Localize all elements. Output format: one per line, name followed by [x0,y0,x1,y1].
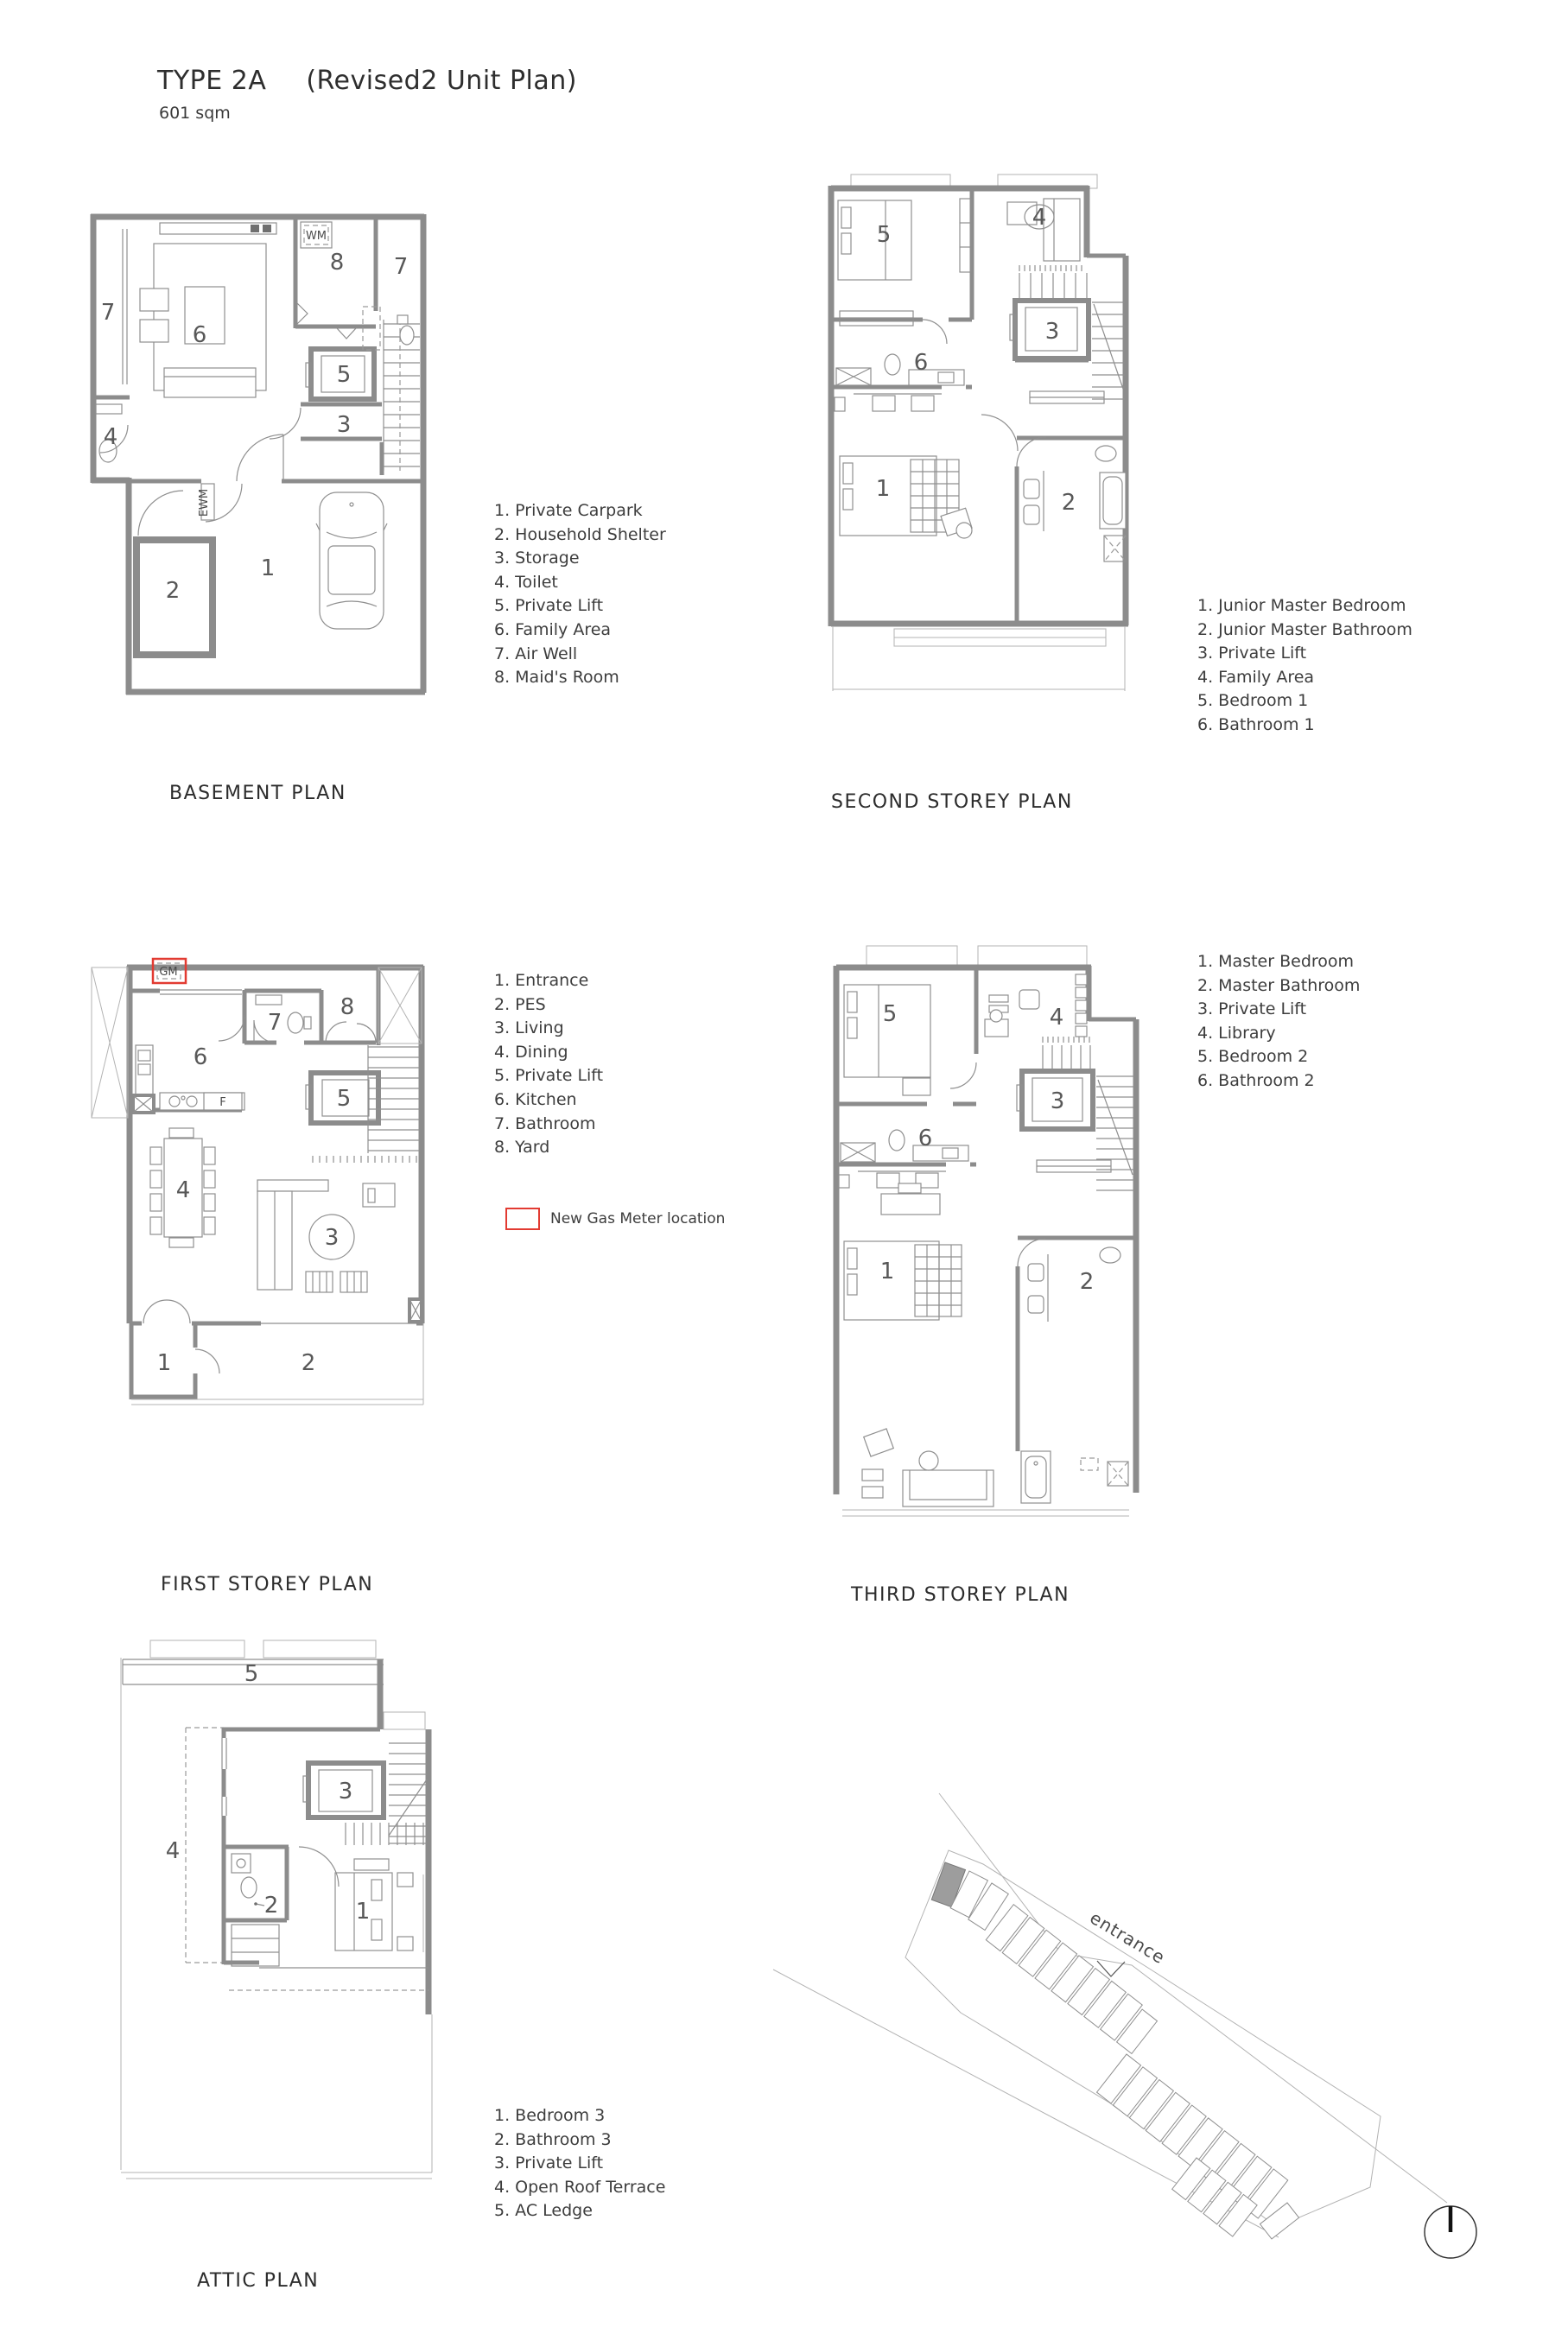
legend-item: 4. Library [1197,1023,1276,1043]
unit-area-label: 601 sqm [159,104,231,123]
legend-item: 6. Bathroom 1 [1197,714,1315,734]
third-master-bathroom-fixtures [1018,1239,1128,1503]
legend-item: 4. Family Area [1197,667,1315,687]
legend-item: 3. Storage [494,549,580,568]
second-jr-bedroom-furniture [840,415,1018,538]
room-number-yard: 8 [340,994,355,1020]
room-number-bathroom3: 2 [263,1893,279,1919]
site-plan [760,1754,1451,2237]
first-planter-left [92,967,128,1118]
room-number-dining: 4 [175,1177,191,1203]
room-number-entrance: 1 [156,1350,172,1376]
legend-second [1197,594,1412,738]
revision-label: (Revised2 Unit Plan) [306,66,577,96]
legend-item: 2. PES [494,994,546,1014]
car-icon [316,492,387,629]
third-sitting-furniture [862,1429,993,1507]
legend-item: 6. Bathroom 2 [1197,1070,1315,1090]
room-number-shelter: 2 [165,578,181,604]
first-entrance-doors [143,1300,219,1373]
room-number-bathroom2: 6 [917,1126,933,1151]
room-number-storage: 3 [336,412,352,438]
third-master-bedroom-furniture [844,1183,962,1320]
first-pes-boundary [131,1299,423,1405]
legend-item: 1. Bedroom 3 [494,2106,606,2125]
attic-room-numbers [166,1661,371,1925]
room-number-bathroom: 7 [267,1010,282,1036]
site-roads [773,1793,1447,2237]
room-number-airwell-left: 7 [100,300,116,326]
legend-item: 5. AC Ledge [494,2201,593,2221]
room-number-family: 6 [192,322,207,348]
room-number-toilet: 4 [103,424,118,450]
legend-item: 7. Air Well [494,644,578,663]
room-number-bedroom1: 5 [876,222,892,248]
legend-item: 1. Entrance [494,971,589,990]
first-yard-doors [326,1022,376,1043]
legend-item: 2. Master Bathroom [1197,975,1361,995]
second-bedroom1-furniture [838,199,971,326]
legend-item: 3. Private Lift [1197,999,1307,1019]
room-number-family: 4 [1032,205,1047,231]
room-number-lift: 3 [1044,319,1060,345]
legend-item: 1. Private Carpark [494,501,643,520]
third-storey-floor-plan [816,933,1153,1529]
room-number-pes: 2 [301,1350,316,1376]
room-number-maid: 8 [329,250,345,276]
entrance-callout [1086,1907,1169,1969]
legend-third [1197,950,1360,1094]
legend-item: 1. Junior Master Bedroom [1197,596,1406,615]
legend-item: 3. Private Lift [494,2154,604,2173]
basement-floor-plan [78,199,449,695]
legend-item: 4. Open Roof Terrace [494,2177,666,2197]
third-library-furniture [985,974,1087,1037]
legend-item: 1. Master Bedroom [1197,952,1355,971]
second-balcony [833,626,1125,691]
attic-bedroom3-furniture [335,1859,423,1952]
second-bathroom1-fixtures [836,320,964,385]
gas-meter-icon [153,959,186,983]
basement-family-furniture [140,223,276,397]
first-airwell-topright [378,967,422,1043]
room-number-carpark: 1 [260,555,276,581]
third-bedroom2-furniture [844,985,976,1095]
entrance-label: entrance [1086,1906,1170,1969]
room-number-lift: 3 [1050,1088,1065,1114]
legend-first [494,969,603,1160]
legend-item: 5. Bedroom 1 [1197,691,1309,711]
first-kitchen-fixtures [133,990,244,1113]
room-number-bedroom3: 1 [355,1899,371,1925]
second-storey-floor-plan [812,173,1149,734]
unit-type-label: TYPE 2A [157,66,267,96]
room-number-jr-bedroom: 1 [875,476,891,502]
gas-meter-label: GM [159,966,178,979]
room-number-terrace: 4 [165,1838,181,1864]
first-storey-floor-plan [78,933,449,1468]
legend-item: 2. Junior Master Bathroom [1197,619,1412,639]
legend-item: 6. Kitchen [494,1089,577,1109]
third-bathroom2-upper-fixtures [841,1130,968,1162]
room-number-bathroom1: 6 [913,350,929,376]
room-number-master-bathroom: 2 [1079,1269,1095,1295]
room-number-kitchen: 6 [193,1044,208,1070]
plan-title-first: FIRST STOREY PLAN [161,1574,374,1595]
basement-doors [138,302,356,536]
legend-item: 2. Household Shelter [494,524,666,544]
legend-item: 5. Private Lift [494,596,604,616]
legend-item: 4. Toilet [494,572,558,592]
room-number-living: 3 [324,1225,340,1251]
room-number-ac-ledge: 5 [244,1661,259,1687]
legend-item: 8. Maid's Room [494,668,619,688]
legend-item: 3. Living [494,1018,564,1038]
ewm-label: EWM [198,488,211,517]
gas-meter-note-box [505,1208,540,1230]
gas-meter-note-text: New Gas Meter location [550,1210,726,1227]
legend-item: 5. Bedroom 2 [1197,1047,1309,1067]
basement-ewm [198,484,214,520]
legend-item: 7. Bathroom [494,1113,596,1133]
room-number-bedroom2: 5 [882,1001,898,1027]
plan-title-second: SECOND STOREY PLAN [831,791,1073,813]
room-number-lift: 3 [338,1779,353,1805]
legend-item: 4. Dining [494,1042,568,1062]
page-title [157,66,577,96]
washing-machine-icon [301,222,332,248]
room-number-airwell-right: 7 [393,254,409,280]
north-arrow-icon [1418,2197,1483,2262]
fridge-label: F [219,1096,226,1109]
room-number-lift: 5 [336,1086,352,1112]
washing-machine-label: WM [305,230,327,243]
first-bathroom-fixtures [254,995,311,1043]
plan-title-attic: ATTIC PLAN [197,2270,320,2292]
legend-item: 6. Family Area [494,619,612,639]
plan-title-basement: BASEMENT PLAN [169,783,346,804]
room-number-lift: 5 [336,362,352,388]
basement-fixtures [96,229,414,462]
room-number-master-bedroom: 1 [879,1259,895,1285]
plan-title-third: THIRD STOREY PLAN [851,1584,1070,1606]
legend-attic [494,2104,665,2223]
legend-item: 5. Private Lift [494,1066,604,1086]
attic-floor-plan [95,1615,458,2220]
legend-item: 3. Private Lift [1197,644,1307,663]
legend-item: 8. Yard [494,1138,550,1158]
legend-item: 2. Bathroom 3 [494,2129,612,2149]
room-number-library: 4 [1049,1005,1064,1031]
legend-basement [494,499,666,690]
gas-meter-note [505,1208,725,1230]
second-dressing-furniture [835,391,1104,411]
room-number-jr-bathroom: 2 [1061,490,1076,516]
